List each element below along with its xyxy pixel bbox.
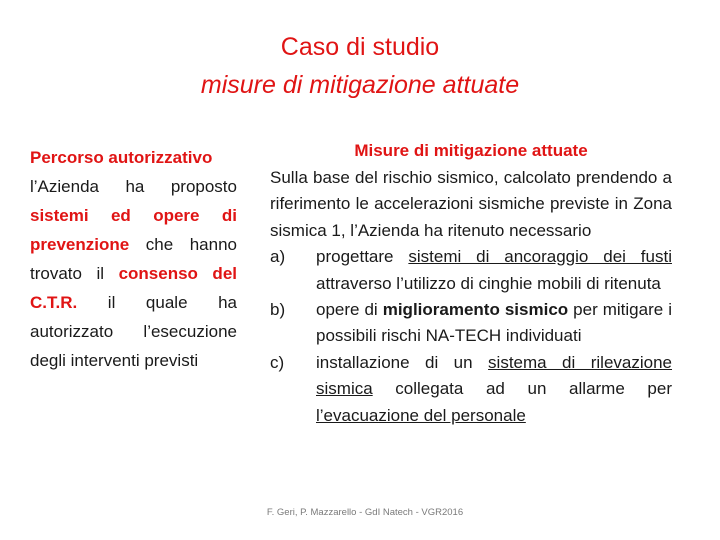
left-highlight-1: sistemi ed opere di prevenzione — [30, 206, 237, 254]
slide-title — [0, 28, 720, 104]
item-c-text-2: collegata ad un allarme per — [372, 379, 672, 399]
right-intro: Sulla base del rischio sismico, calcolato prendendo a riferimento le accelerazioni sismiche previste in Zona sismica 1, l’Azienda ha ritenuto necessario — [270, 168, 672, 240]
list-marker: a) — [270, 247, 286, 267]
item-a-text-2: attraverso l’utilizzo di cinghie mobili di ritenuta — [316, 273, 661, 293]
list-item-b — [270, 297, 672, 350]
title-line-2: misure di mitigazione attuate — [200, 71, 520, 99]
left-text-3: il quale ha autorizzato l’esecuzione degli interventi previsti — [30, 293, 237, 370]
left-highlight-2: consenso del C.T.R. — [30, 264, 237, 312]
item-a-underlined: sistemi di ancoraggio dei fusti — [408, 247, 672, 267]
item-b-bold: miglioramento sismico — [382, 300, 569, 320]
item-b-text-2: per mitigare i possibili rischi NA-TECH individuati — [316, 300, 672, 346]
list-marker: c) — [270, 352, 285, 372]
left-text-2: che hanno trovato il — [30, 235, 237, 283]
list-item-c — [270, 350, 672, 429]
left-text-1: l’Azienda ha proposto — [30, 177, 237, 196]
item-c-underlined-2: l’evacuazione del personale — [316, 405, 526, 425]
left-heading: Percorso autorizzativo — [30, 148, 213, 167]
item-b-text-1: opere di — [316, 300, 383, 320]
right-column — [270, 138, 672, 429]
list-item-a — [270, 244, 672, 297]
item-c-underlined-1: sistema di rilevazione sismica — [316, 352, 673, 399]
right-heading: Misure di mitigazione attuate — [354, 141, 588, 160]
title-line-1: Caso di studio — [280, 33, 440, 61]
list-marker: b) — [270, 300, 286, 320]
list-item-text — [316, 350, 672, 429]
list-item-text — [316, 244, 672, 297]
item-c-text-1: installazione di un — [316, 352, 489, 372]
left-paragraph — [30, 172, 237, 375]
left-column — [30, 143, 237, 375]
list-item-text — [316, 297, 672, 350]
item-a-text-1: progettare — [316, 247, 409, 267]
slide-footer: F. Geri, P. Mazzarello - GdI Natech - VGR2016 — [266, 507, 464, 518]
